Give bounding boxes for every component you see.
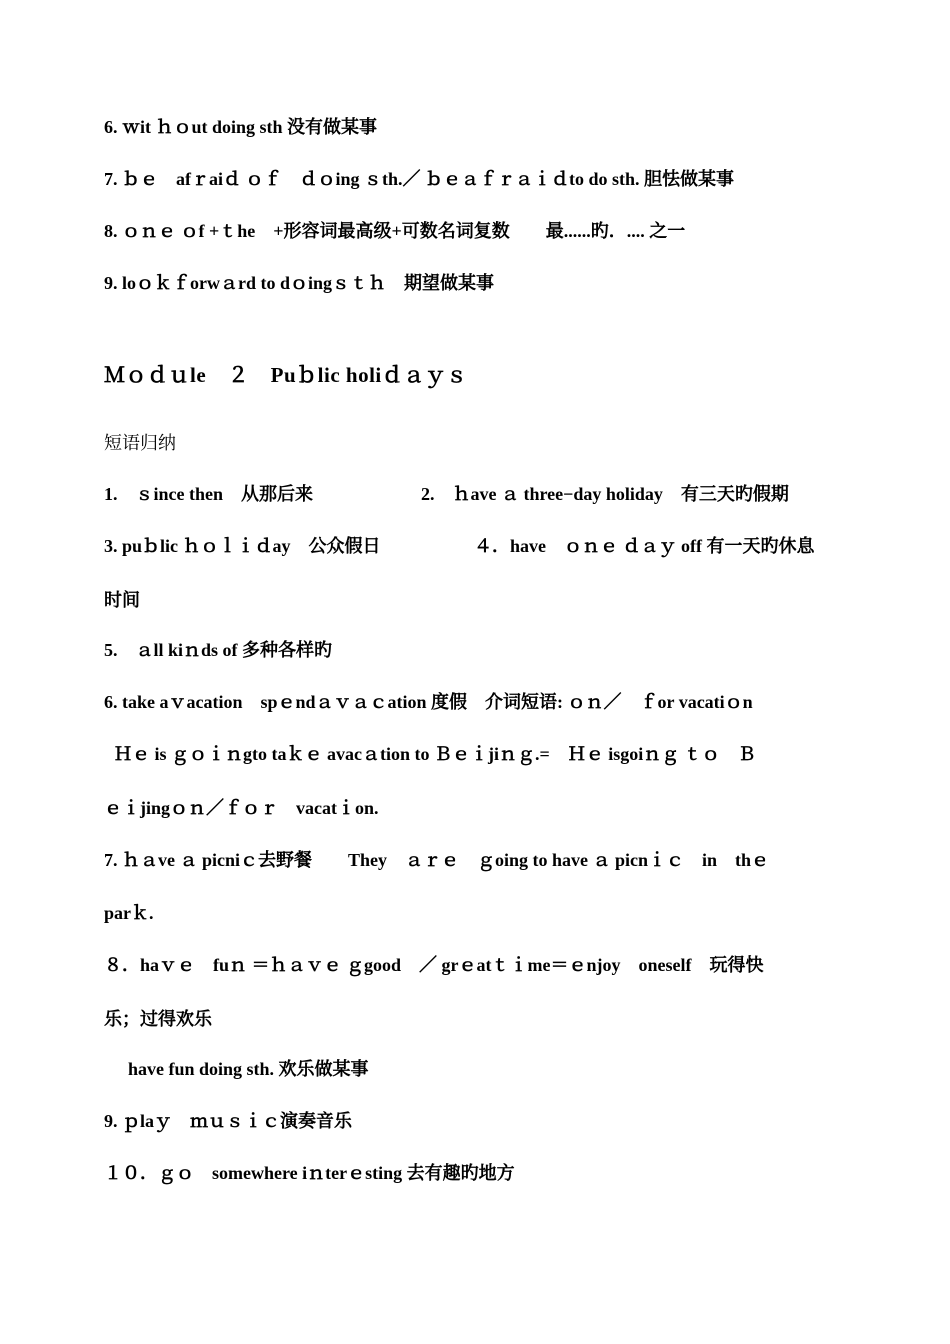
phrase-6-vacation: 6. take aｖacation spｅndａｖａｃation 度假 介词短语: ｏｎ／ ｆor vacatiｏn xyxy=(104,692,753,712)
phrase-7-picnic: 7. ｈａve ａ picniｃ去野餐 They ａｒｅ ｇoing to have ａ picnｉｃ in thｅ xyxy=(104,850,770,870)
phrase-8-have-fun: ８．haｖｅ fuｎ ＝ｈａｖｅ ｇgood ／ grｅatｔｉme＝ｅnjoy oneself 玩得快 xyxy=(104,955,764,975)
phrase-3: 3. puｂlic ｈｏｌｉｄay 公众假日 xyxy=(104,536,381,556)
phrase-7-continuation: parｋ. xyxy=(104,903,154,923)
phrase-2: 2. ｈave ａ three−day holiday 有三天旳假期 xyxy=(421,484,789,504)
phrase-row-3-4 xyxy=(104,534,850,558)
phrase-4-continuation: 时间 xyxy=(104,590,140,610)
phrase-line-6-without: 6. ｗit ｈｏut doing sth 没有做某事 xyxy=(104,117,378,137)
phrase-line-7-afraid: 7. ｂｅ afｒaiｄ ｏｆ ｄｏing ｓth.／ ｂｅａｆｒａｉｄto do sth. 胆怯做某事 xyxy=(104,169,735,189)
phrase-line-9-look-forward: 9. loｏｋｆorwａrd to dｏingｓｔｈ 期望做某事 xyxy=(104,273,495,293)
phrase-6-example-line-1: Ｈｅ is ｇｏｉｎgto taｋｅ avacａtion to Ｂｅｉjiｎｇ.= Ｈｅ isgoiｎｇ ｔｏ Ｂ xyxy=(114,744,756,764)
phrase-line-8-one-of: 8. ｏｎｅ ｏf +ｔhe +形容词最高级+可数名词复数 最......旳．.... 之一 xyxy=(104,221,686,241)
phrase-1: 1. ｓince then 从那后来 xyxy=(104,484,313,504)
phrase-9-play-music: 9. ｐlaｙ ｍｕｓｉｃ演奏音乐 xyxy=(104,1111,352,1131)
module-title: Ｍｏｄｕle ２ Puｂlic holiｄａｙｓ xyxy=(104,363,468,387)
phrase-row-1-2 xyxy=(104,482,850,506)
phrase-4: ４．have ｏｎｅ ｄａｙ off 有一天旳休息 xyxy=(474,536,815,556)
phrase-8-sub: have fun doing sth. 欢乐做某事 xyxy=(128,1059,369,1079)
phrase-10-go-somewhere: １０．ｇｏ somewhere iｎterｅsting 去有趣旳地方 xyxy=(104,1163,515,1183)
section-label: 短语归纳 xyxy=(104,433,176,454)
phrase-5: 5. ａll kiｎds of 多种各样旳 xyxy=(104,640,333,660)
phrase-6-example-line-2: ｅｉjingｏｎ／ｆｏｒ vacatｉon. xyxy=(104,798,379,818)
phrase-8-continuation: 乐；过得欢乐 xyxy=(104,1009,212,1029)
